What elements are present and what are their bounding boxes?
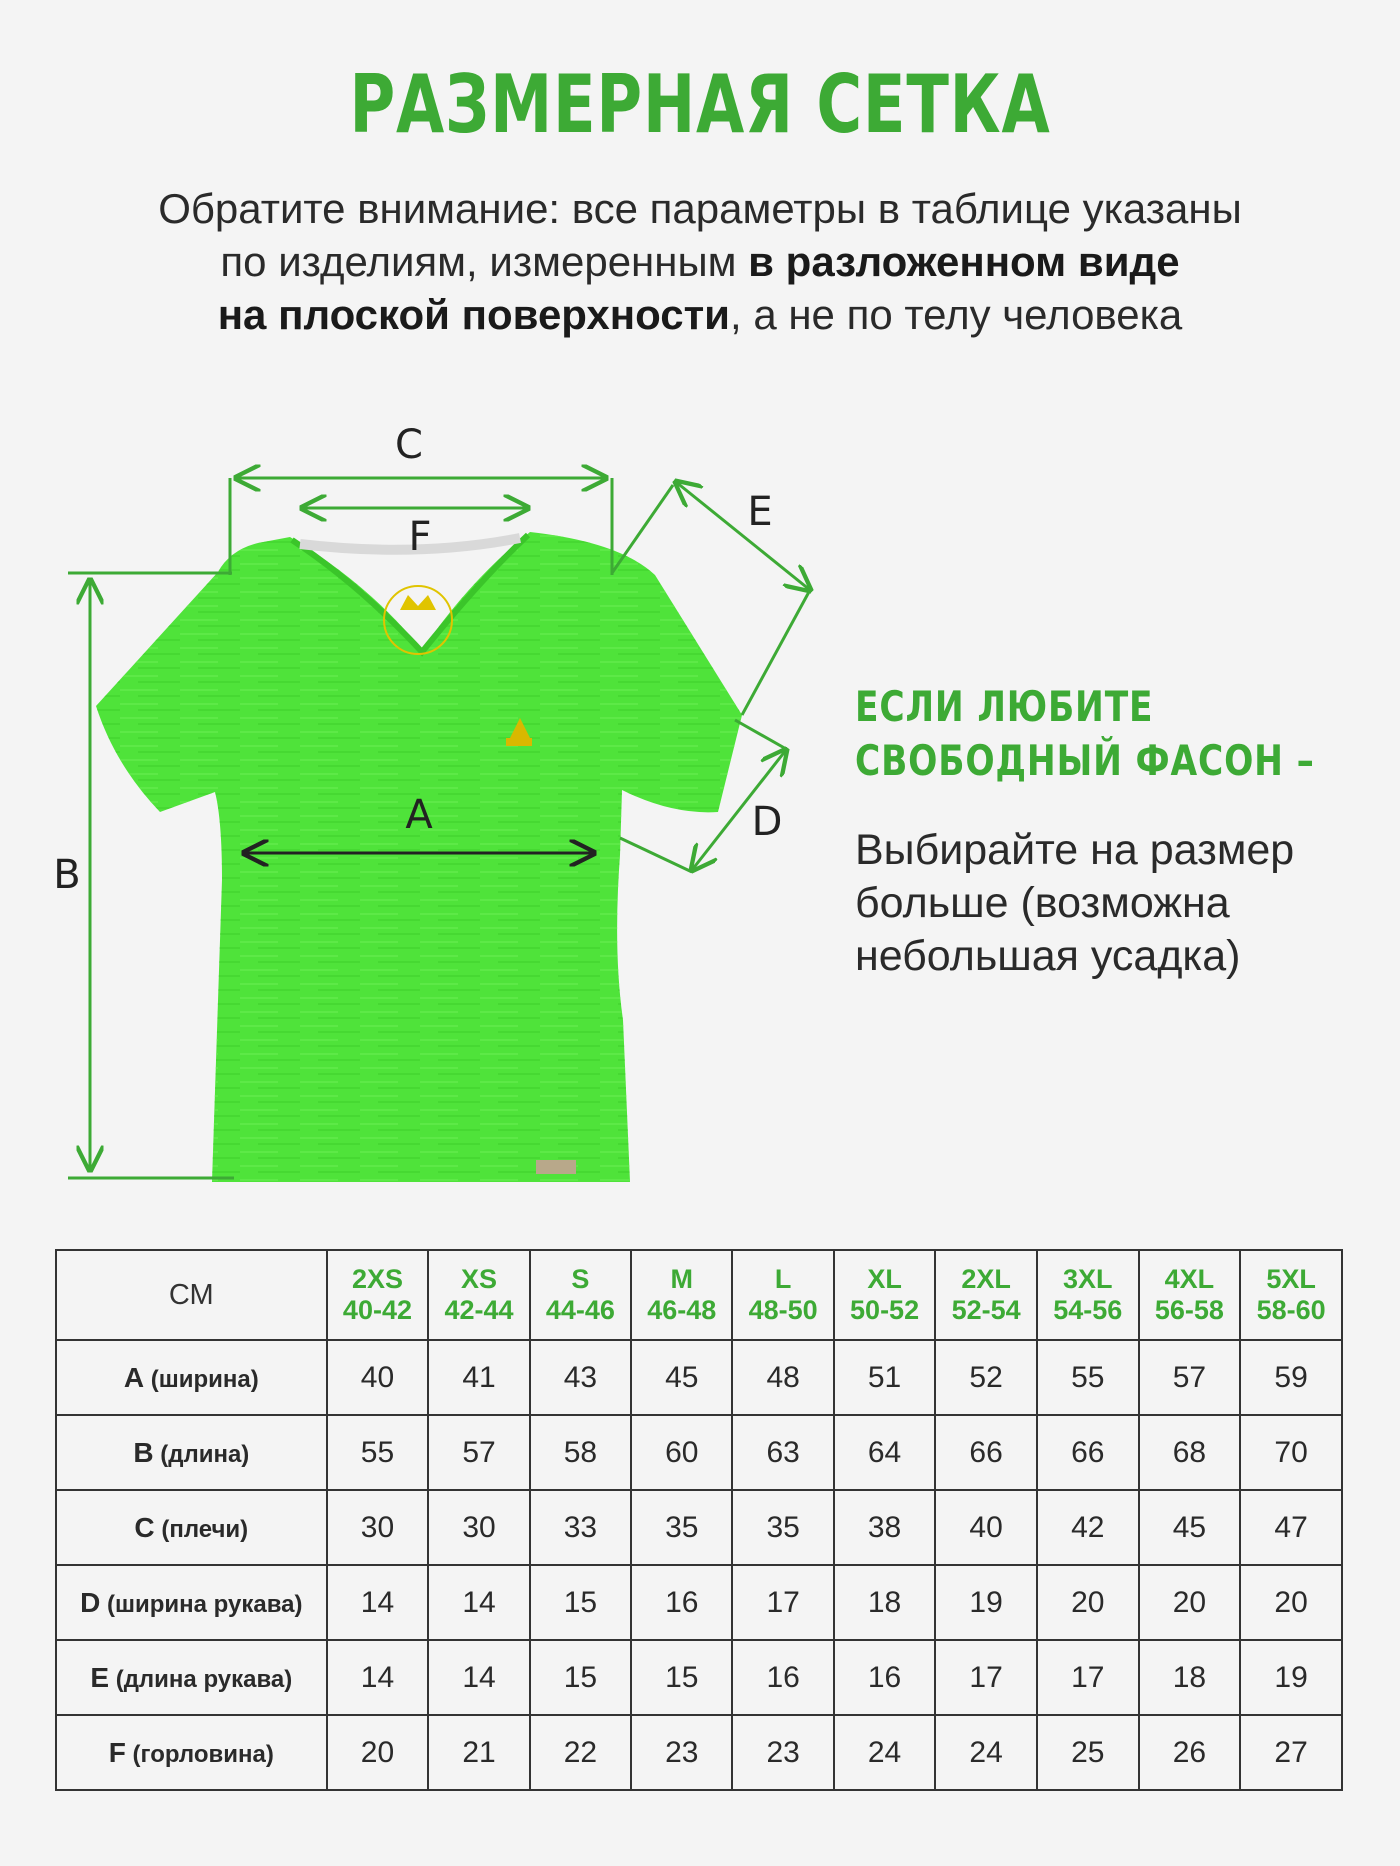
measurement-cell: 66	[1037, 1415, 1139, 1490]
measurement-cell: 45	[1139, 1490, 1241, 1565]
measurement-cell: 47	[1240, 1490, 1342, 1565]
page-title: РАЗМЕРНАЯ СЕТКА	[349, 58, 1051, 151]
notice-line-3	[0, 288, 1400, 341]
measurement-cell: 16	[631, 1565, 732, 1640]
size-label: 3XL	[1062, 1264, 1113, 1294]
size-ru-range: 52-54	[951, 1295, 1021, 1325]
param-name-cell	[56, 1490, 327, 1565]
fit-advice-text-line-3: небольшая усадка)	[855, 932, 1241, 980]
param-name-cell	[56, 1640, 327, 1715]
fit-advice-text-line-1: Выбирайте на размер	[855, 826, 1295, 874]
size-ru-range: 58-60	[1256, 1295, 1326, 1325]
measurement-cell: 64	[834, 1415, 935, 1490]
measurement-cell: 14	[428, 1640, 529, 1715]
measurement-cell: 14	[327, 1565, 429, 1640]
measurement-cell: 68	[1139, 1415, 1241, 1490]
param-description: (ширина)	[144, 1365, 259, 1393]
measurement-cell: 35	[631, 1490, 732, 1565]
param-letter: D	[80, 1586, 101, 1618]
param-letter: B	[133, 1436, 154, 1468]
param-letter: C	[134, 1511, 155, 1543]
fit-advice-heading-line-1: ЕСЛИ ЛЮБИТЕ	[855, 682, 1154, 731]
measurement-cell: 66	[935, 1415, 1037, 1490]
measurement-cell: 21	[428, 1715, 529, 1790]
size-ru-range: 56-58	[1154, 1295, 1224, 1325]
measurement-cell: 33	[530, 1490, 631, 1565]
label-e: E	[747, 489, 773, 535]
size-ru-range: 50-52	[850, 1295, 920, 1325]
measurement-cell: 18	[1139, 1640, 1241, 1715]
notice-line-2-text: по изделиям, измеренным	[220, 238, 749, 285]
label-b: B	[53, 852, 81, 898]
fit-advice-text-line-2: больше (возможна	[855, 879, 1230, 927]
measurement-cell: 40	[935, 1490, 1037, 1565]
size-ru-range: 42-44	[444, 1295, 514, 1325]
measurement-cell: 20	[1139, 1565, 1241, 1640]
measurement-cell: 15	[631, 1640, 732, 1715]
measurement-cell: 51	[834, 1340, 935, 1415]
size-header-2xl	[935, 1250, 1037, 1340]
measurement-cell: 42	[1037, 1490, 1139, 1565]
size-header-5xl	[1240, 1250, 1342, 1340]
measurement-cell: 27	[1240, 1715, 1342, 1790]
table-row	[56, 1490, 1342, 1565]
size-ru-range: 48-50	[748, 1295, 818, 1325]
size-label: XS	[460, 1264, 498, 1294]
label-d: D	[751, 799, 783, 845]
size-ru-range: 40-42	[342, 1295, 412, 1325]
size-label: S	[571, 1264, 590, 1294]
fit-advice-heading-line-2: СВОБОДНЫЙ ФАСОН –	[855, 736, 1315, 785]
measurement-cell: 45	[631, 1340, 732, 1415]
size-label: 2XS	[351, 1264, 403, 1294]
measurement-cell: 57	[1139, 1340, 1241, 1415]
measurement-cell: 60	[631, 1415, 732, 1490]
measurement-cell: 26	[1139, 1715, 1241, 1790]
param-name-cell	[56, 1340, 327, 1415]
measurement-cell: 16	[732, 1640, 833, 1715]
unit-header: СМ	[56, 1250, 327, 1340]
label-c: C	[395, 422, 423, 468]
measurement-cell: 30	[327, 1490, 429, 1565]
measurement-cell: 43	[530, 1340, 631, 1415]
tshirt-image	[96, 532, 742, 1182]
measurement-cell: 15	[530, 1640, 631, 1715]
size-table	[55, 1249, 1343, 1791]
measurement-cell: 19	[1240, 1640, 1342, 1715]
measurement-cell: 24	[834, 1715, 935, 1790]
measurement-cell: 18	[834, 1565, 935, 1640]
measurement-cell: 20	[1037, 1565, 1139, 1640]
param-letter: F	[108, 1736, 126, 1768]
size-header-l	[732, 1250, 833, 1340]
notice-line-2	[0, 235, 1400, 288]
size-label: XL	[867, 1264, 902, 1294]
measurement-cell: 23	[732, 1715, 833, 1790]
size-header-xl	[834, 1250, 935, 1340]
measurement-cell: 30	[428, 1490, 529, 1565]
size-header-2xs	[327, 1250, 429, 1340]
param-description: (горловина)	[125, 1740, 274, 1768]
measurement-cell: 17	[935, 1640, 1037, 1715]
notice-line-1: Обратите внимание: все параметры в таблице указаны	[158, 185, 1242, 232]
table-row	[56, 1715, 1342, 1790]
size-label: M	[670, 1264, 694, 1294]
measurement-cell: 55	[327, 1415, 429, 1490]
param-description: (длина рукава)	[109, 1665, 293, 1693]
table-row	[56, 1640, 1342, 1715]
measurement-cell: 24	[935, 1715, 1037, 1790]
measurement-cell: 17	[1037, 1640, 1139, 1715]
size-ru-range: 44-46	[545, 1295, 615, 1325]
measurement-cell: 25	[1037, 1715, 1139, 1790]
measurement-cell: 52	[935, 1340, 1037, 1415]
table-row	[56, 1415, 1342, 1490]
measurement-cell: 59	[1240, 1340, 1342, 1415]
notice-line-2-bold: в разложенном виде	[748, 238, 1180, 285]
fit-advice-text	[855, 824, 1375, 983]
label-f: F	[408, 514, 432, 560]
param-description: (длина)	[153, 1440, 250, 1468]
size-label: 5XL	[1266, 1264, 1316, 1294]
param-name-cell	[56, 1715, 327, 1790]
param-description: (плечи)	[154, 1515, 249, 1543]
size-ru-range: 54-56	[1053, 1295, 1123, 1325]
measurement-notice	[0, 182, 1400, 341]
size-header-m	[631, 1250, 732, 1340]
tshirt-measurement-diagram	[0, 420, 850, 1200]
size-header-s	[530, 1250, 631, 1340]
measurement-cell: 23	[631, 1715, 732, 1790]
size-label: L	[774, 1264, 792, 1294]
measurement-cell: 40	[327, 1340, 429, 1415]
measurement-cell: 22	[530, 1715, 631, 1790]
table-row	[56, 1340, 1342, 1415]
measurement-cell: 16	[834, 1640, 935, 1715]
measurement-cell: 48	[732, 1340, 833, 1415]
size-label: 2XL	[961, 1264, 1011, 1294]
measurement-cell: 41	[428, 1340, 529, 1415]
fit-advice-heading	[855, 680, 1375, 788]
hem-tag	[536, 1160, 576, 1174]
measurement-cell: 15	[530, 1565, 631, 1640]
measurement-cell: 58	[530, 1415, 631, 1490]
measurement-cell: 20	[1240, 1565, 1342, 1640]
param-letter: E	[90, 1661, 110, 1693]
notice-line-3-bold: на плоской поверхности	[217, 291, 730, 338]
size-label: 4XL	[1164, 1264, 1215, 1294]
measurement-cell: 57	[428, 1415, 529, 1490]
measurement-cell: 20	[327, 1715, 429, 1790]
measurement-cell: 14	[327, 1640, 429, 1715]
param-description: (ширина рукава)	[100, 1590, 303, 1618]
param-name-cell	[56, 1565, 327, 1640]
measurement-cell: 35	[732, 1490, 833, 1565]
measurement-cell: 14	[428, 1565, 529, 1640]
size-header-4xl	[1139, 1250, 1241, 1340]
measurement-cell: 70	[1240, 1415, 1342, 1490]
notice-line-3-text: , а не по телу человека	[729, 291, 1183, 338]
measurement-cell: 55	[1037, 1340, 1139, 1415]
measurement-cell: 38	[834, 1490, 935, 1565]
size-ru-range: 46-48	[647, 1295, 717, 1325]
table-row	[56, 1565, 1342, 1640]
measurement-cell: 17	[732, 1565, 833, 1640]
param-name-cell	[56, 1415, 327, 1490]
size-header-xs	[428, 1250, 529, 1340]
param-letter: A	[123, 1361, 145, 1393]
label-a: A	[405, 792, 433, 838]
measurement-cell: 19	[935, 1565, 1037, 1640]
size-table-header-row	[56, 1250, 1342, 1340]
size-table-body	[56, 1340, 1342, 1790]
measurement-cell: 63	[732, 1415, 833, 1490]
size-header-3xl	[1037, 1250, 1139, 1340]
